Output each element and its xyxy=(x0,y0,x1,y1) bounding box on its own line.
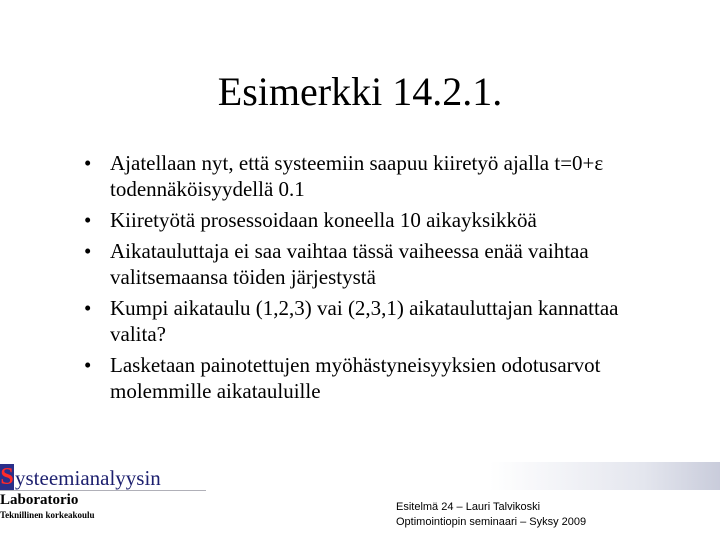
bullet-text: Ajatellaan nyt, että systeemiin saapuu kiiretyö ajalla t=0+ε todennäköisyydellä 0.1 xyxy=(110,151,604,201)
logo-initial: S xyxy=(0,464,14,490)
bullet-icon: • xyxy=(84,353,92,377)
bullet-item xyxy=(84,207,644,233)
bullet-item xyxy=(84,352,644,404)
bullet-item xyxy=(84,295,644,347)
bullet-icon: • xyxy=(84,239,92,263)
bullet-text: Lasketaan painotettujen myöhästyneisyyksien odotusarvot molemmille aikatauluille xyxy=(110,353,601,403)
bullet-icon: • xyxy=(84,208,92,232)
bullet-item xyxy=(84,238,644,290)
bullet-text: Aikatauluttaja ei saa vaihtaa tässä vaiheessa enää vaihtaa valitsemaansa töiden järjestystä xyxy=(110,239,589,289)
logo-school: Teknillinen korkeakoulu xyxy=(0,510,95,520)
bullet-icon: • xyxy=(84,151,92,175)
footer-line-presentation: Esitelmä 24 – Lauri Talvikoski xyxy=(396,501,541,513)
logo-laboratorio: Laboratorio xyxy=(0,492,79,508)
bullet-text: Kiiretyötä prosessoidaan koneella 10 aikayksikköä xyxy=(110,208,537,232)
bullet-list xyxy=(84,150,644,409)
logo-bar xyxy=(0,462,206,491)
bullet-text: Kumpi aikataulu (1,2,3) vai (2,3,1) aikatauluttajan kannattaa valita? xyxy=(110,296,619,346)
logo-wordmark: ysteemianalyysin xyxy=(15,466,161,490)
slide-title: Esimerkki 14.2.1. xyxy=(217,69,503,114)
footer-line-seminar: Optimointiopin seminaari – Syksy 2009 xyxy=(396,516,587,528)
lab-logo xyxy=(0,462,210,532)
footer-gradient-band xyxy=(208,462,720,490)
footer-text xyxy=(396,500,586,530)
bullet-icon: • xyxy=(84,296,92,320)
bullet-item xyxy=(84,150,644,202)
